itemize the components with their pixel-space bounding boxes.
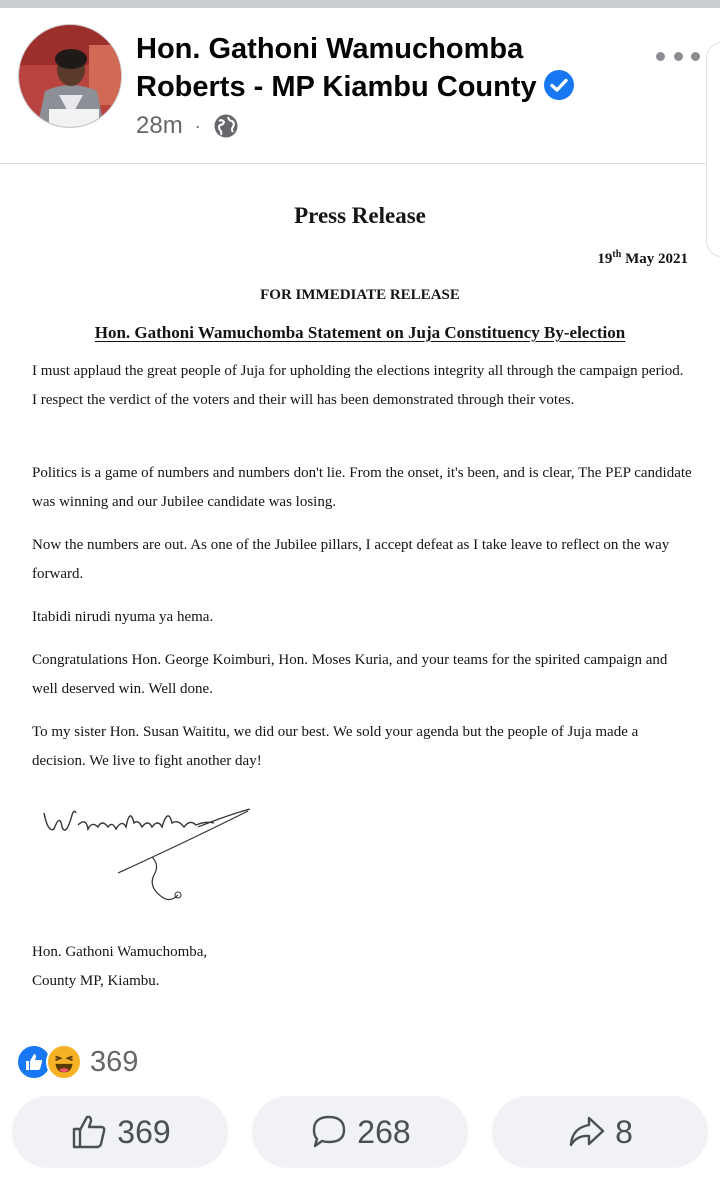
like-count: 369 bbox=[117, 1113, 171, 1150]
reactions-summary[interactable] bbox=[16, 1042, 138, 1082]
share-button[interactable] bbox=[492, 1096, 708, 1168]
comment-bubble-icon bbox=[309, 1112, 349, 1152]
signoff-name: Hon. Gathoni Wamuchomba, bbox=[32, 944, 208, 960]
signoff-title: County MP, Kiambu. bbox=[32, 973, 160, 989]
like-button[interactable] bbox=[12, 1096, 228, 1168]
post-meta bbox=[136, 112, 239, 140]
paragraph: Now the numbers are out. As one of the Jubilee pillars, I accept defeat as I take leave to reflect on the way forward. bbox=[32, 537, 670, 582]
more-options-button[interactable] bbox=[656, 48, 700, 64]
comment-count: 268 bbox=[357, 1113, 411, 1150]
share-arrow-icon bbox=[567, 1112, 607, 1152]
post-header bbox=[0, 8, 720, 164]
author-name-line2[interactable]: Roberts - MP Kiambu County bbox=[136, 68, 636, 106]
author-avatar[interactable] bbox=[18, 24, 122, 128]
post-actions bbox=[12, 1096, 708, 1168]
more-dot-icon bbox=[674, 52, 683, 61]
verified-badge-icon bbox=[543, 69, 575, 101]
reaction-count[interactable]: 369 bbox=[90, 1045, 139, 1078]
paragraph: Politics is a game of numbers and numbers don't lie. From the onset, it's been, and is clear, The PEP candidate was winning and our Jubilee candidate was losing. bbox=[32, 465, 692, 510]
more-dot-icon bbox=[656, 52, 665, 61]
post-timestamp[interactable]: 28m bbox=[136, 112, 183, 139]
author-name-line1[interactable]: Hon. Gathoni Wamuchomba bbox=[136, 33, 524, 65]
document-title: Press Release bbox=[294, 203, 426, 228]
share-count: 8 bbox=[615, 1113, 633, 1150]
handwritten-signature bbox=[38, 793, 268, 913]
paragraph: I must applaud the great people of Juja for upholding the elections integrity all through the campaign period. I respect the verdict of the voters and their will has been demonstrated through their votes. bbox=[32, 363, 684, 408]
author-name[interactable] bbox=[136, 30, 636, 106]
release-line: FOR IMMEDIATE RELEASE bbox=[260, 287, 460, 303]
statement-heading: Hon. Gathoni Wamuchomba Statement on Juja Constituency By-election bbox=[94, 323, 626, 342]
meta-separator: · bbox=[194, 115, 201, 136]
haha-icon bbox=[46, 1044, 82, 1080]
top-divider-strip bbox=[0, 0, 720, 8]
globe-icon[interactable] bbox=[213, 113, 239, 139]
document-date: 19th May 2021 bbox=[597, 249, 688, 267]
paragraph: Congratulations Hon. George Koimburi, Hon. Moses Kuria, and your teams for the spirited campaign and well deserved win. Well done. bbox=[32, 652, 668, 697]
more-dot-icon bbox=[691, 52, 700, 61]
thumbs-up-icon bbox=[69, 1112, 109, 1152]
paragraph: Itabidi nirudi nyuma ya hema. bbox=[32, 609, 214, 625]
comment-button[interactable] bbox=[252, 1096, 468, 1168]
press-release-image[interactable] bbox=[0, 165, 720, 1025]
paragraph: To my sister Hon. Susan Waititu, we did our best. We sold your agenda but the people of Juja made a decision. We live to fight another day! bbox=[32, 724, 639, 769]
